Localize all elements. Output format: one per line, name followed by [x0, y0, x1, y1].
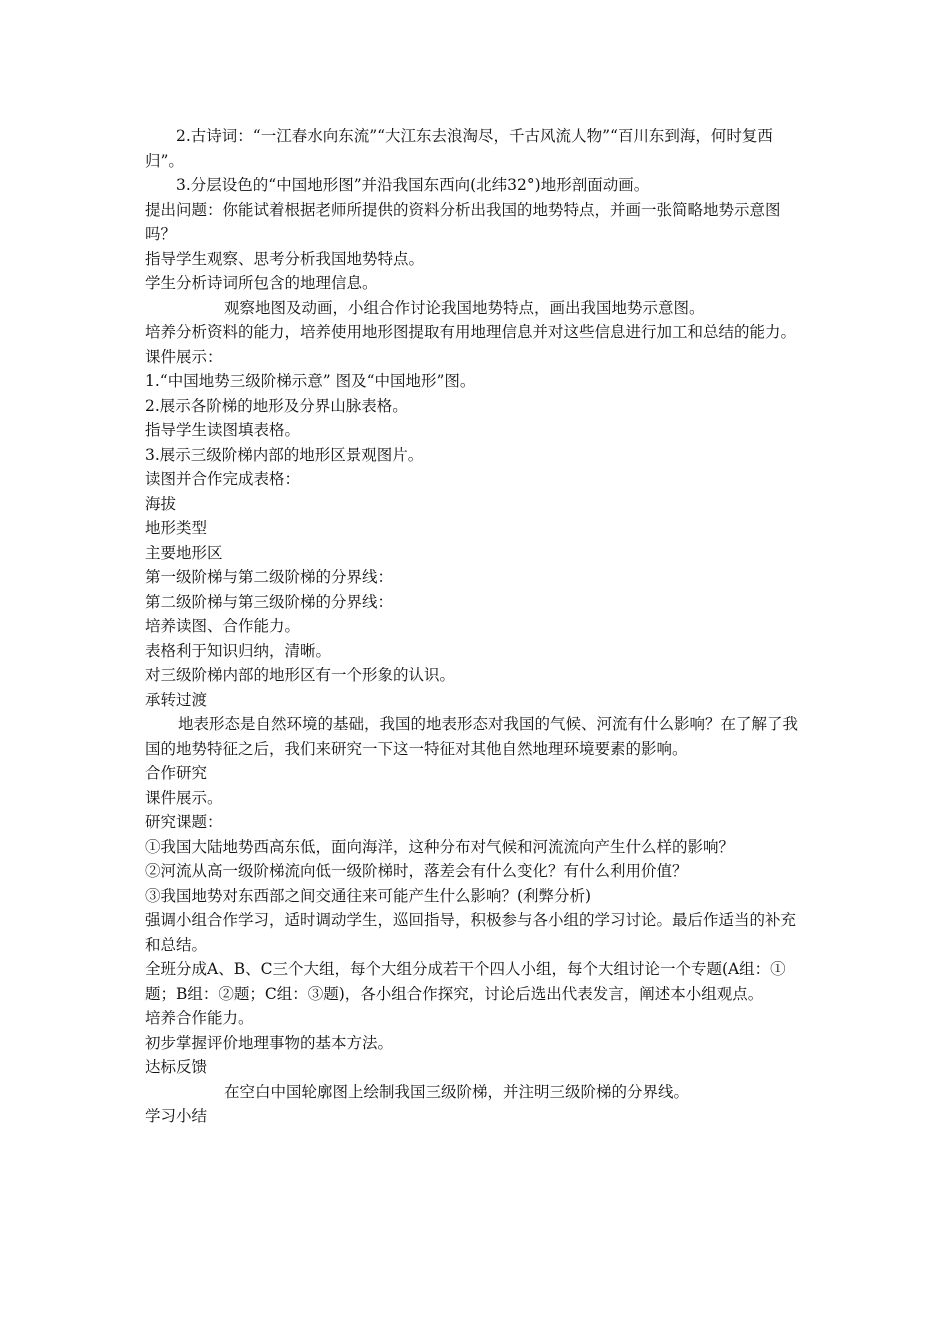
paragraph-courseware: 课件展示：	[145, 347, 223, 366]
section-heading-cooperation: 合作研究	[145, 764, 208, 782]
paragraph-poem-analysis: 学生分析诗词所包含的地理信息。	[145, 274, 378, 292]
paragraph-evaluation-method: 初步掌握评价地理事物的基本方法。	[145, 1033, 394, 1052]
section-heading-summary: 学习小结	[145, 1107, 208, 1125]
table-label-boundary-1-2: 第一级阶梯与第二级阶梯的分界线：	[145, 568, 394, 586]
paragraph-grouping: 全班分成A、B、C三个大组，每个大组分成若干个四人小组，每个大组讨论一个专题(A组：①题；B组：②题；C组：③题)，各小组合作探究，讨论后选出代表发言，阐述本小组观点。	[145, 960, 786, 1003]
research-question-1: ①我国大陆地势西高东低，面向海洋，这种分布对气候和河流流向产生什么样的影响？	[145, 837, 735, 856]
paragraph-cultivate-read: 培养读图、合作能力。	[145, 617, 301, 635]
paragraph-image-recognition: 对三级阶梯内部的地形区有一个形象的认识。	[145, 666, 456, 684]
paragraph-emphasize: 强调小组合作学习，适时调动学生，巡回指导，积极参与各小组的学习讨论。最后作适当的补充和总结。	[145, 911, 797, 954]
paragraph-courseware-2: 课件展示。	[145, 788, 223, 807]
paragraph-feedback-task: 在空白中国轮廓图上绘制我国三级阶梯，并注明三级阶梯的分界线。	[224, 1082, 690, 1101]
paragraph-ability: 培养分析资料的能力，培养使用地形图提取有用地理信息并对这些信息进行加工和总结的能力。	[145, 323, 797, 341]
paragraph-transition: 地表形态是自然环境的基础，我国的地表形态对我国的气候、河流有什么影响？在了解了我国的地势特征之后，我们来研究一下这一特征对其他自然地理环境要素的影响。	[145, 715, 799, 758]
document-body	[145, 124, 810, 1129]
paragraph-guide-observe: 指导学生观察、思考分析我国地势特点。	[145, 249, 425, 268]
paragraph-poems: 2.古诗词：“一江春水向东流”“大江东去浪淘尽，千古风流人物”“百川东到海，何时复西归”。	[145, 127, 773, 170]
paragraph-observe-map: 观察地图及动画，小组合作讨论我国地势特点，画出我国地势示意图。	[224, 298, 705, 317]
paragraph-guide-table: 指导学生读图填表格。	[145, 421, 301, 439]
research-question-2: ②河流从高一级阶梯流向低一级阶梯时，落差会有什么变化？有什么利用价值？	[145, 862, 688, 880]
table-label-altitude: 海拔	[145, 494, 177, 513]
paragraph-cooperation-ability: 培养合作能力。	[145, 1009, 254, 1027]
paragraph-table-benefit: 表格利于知识归纳，清晰。	[145, 641, 332, 660]
paragraph-research-topic: 研究课题：	[145, 813, 223, 831]
section-heading-feedback: 达标反馈	[145, 1058, 208, 1076]
paragraph-terrain-animation: 3.分层设色的“中国地形图”并沿我国东西向(北纬32°)地形剖面动画。	[176, 176, 650, 194]
paragraph-question: 提出问题：你能试着根据老师所提供的资料分析出我国的地势特点，并画一张简略地势示意图吗？	[145, 200, 781, 243]
paragraph-item-3: 3.展示三级阶梯内部的地形区景观图片。	[145, 445, 424, 464]
table-label-boundary-2-3: 第二级阶梯与第三级阶梯的分界线：	[145, 592, 394, 611]
paragraph-item-2: 2.展示各阶梯的地形及分界山脉表格。	[145, 396, 408, 415]
table-label-terrain-type: 地形类型	[145, 519, 208, 537]
section-heading-transition: 承转过渡	[145, 690, 208, 709]
table-label-main-region: 主要地形区	[145, 543, 223, 562]
research-question-3: ③我国地势对东西部之间交通往来可能产生什么影响？(利弊分析)	[145, 886, 592, 905]
paragraph-item-1: 1.“中国地势三级阶梯示意” 图及“中国地形”图。	[145, 372, 476, 390]
paragraph-read-map: 读图并合作完成表格：	[145, 470, 301, 488]
